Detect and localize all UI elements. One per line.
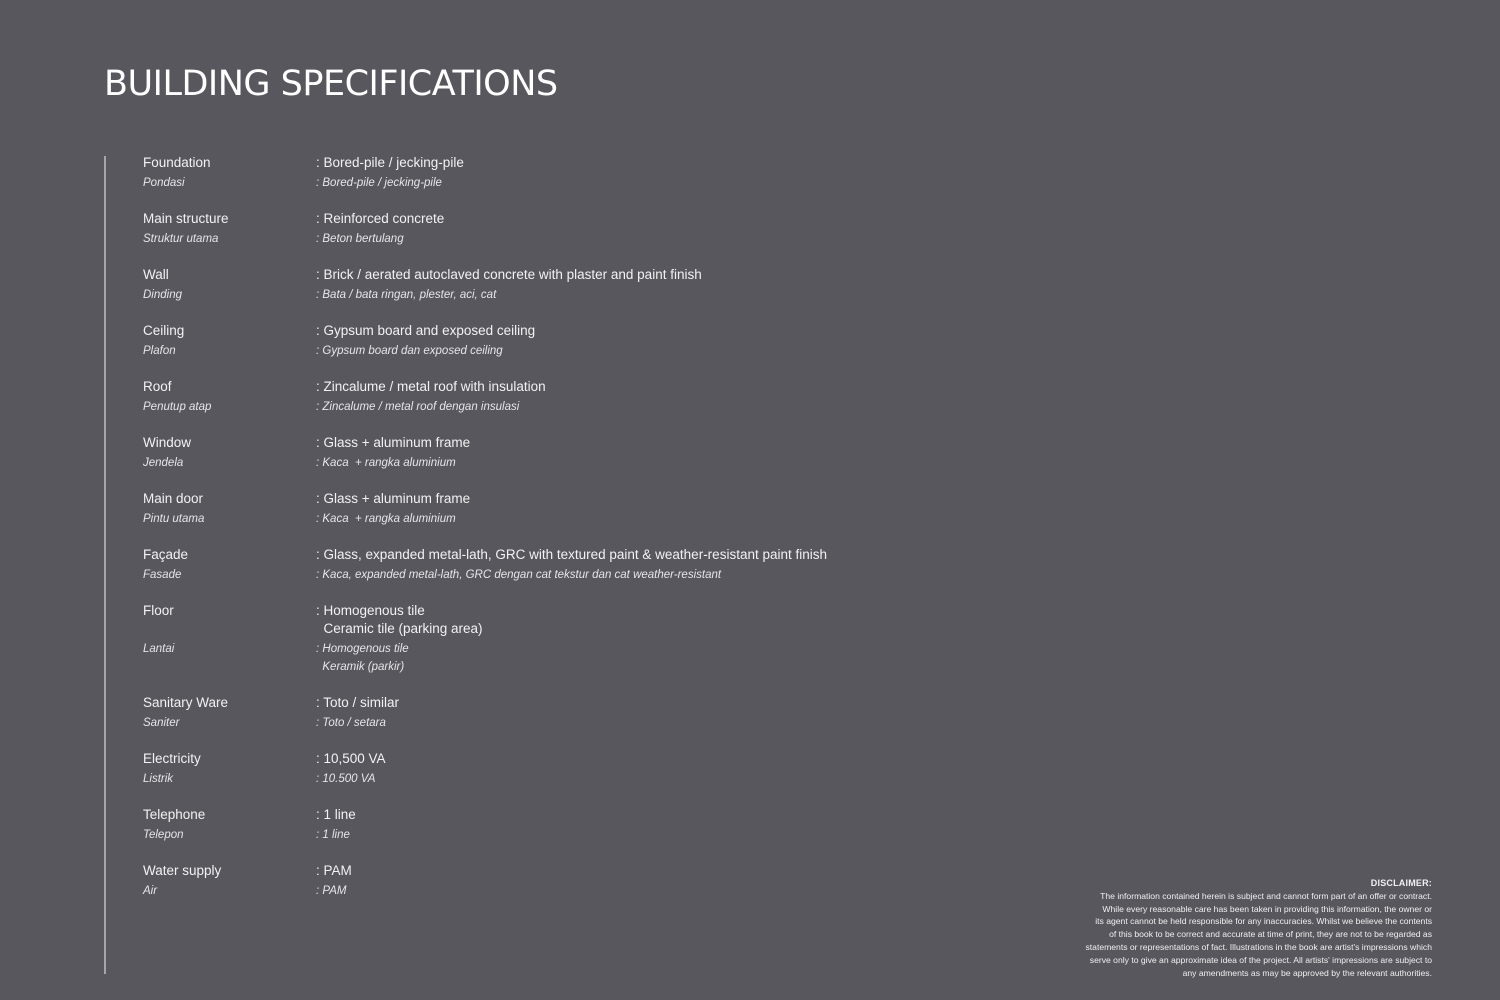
disclaimer-line: any amendments as may be approved by the relevant authorities. [1182, 967, 1432, 978]
spec-label: Roof [143, 379, 172, 394]
spec-row [143, 434, 903, 472]
spec-value: : Zincalume / metal roof with insulation [316, 379, 546, 394]
spec-label-translation: Fasade [143, 569, 182, 581]
spec-value-translation: : Toto / setara [316, 717, 386, 729]
spec-row [143, 266, 903, 304]
spec-value-translation: : Zincalume / metal roof dengan insulasi [316, 401, 520, 413]
spec-value: : PAM [316, 863, 352, 878]
spec-label: Telephone [143, 807, 206, 822]
spec-value: : Reinforced concrete [316, 211, 445, 226]
spec-label-translation: Air [143, 885, 158, 897]
spec-label-translation: Struktur utama [143, 233, 219, 245]
spec-row [143, 750, 903, 788]
spec-line-id [143, 510, 903, 528]
spec-value-translation: Keramik (parkir) [316, 661, 405, 673]
spec-label-translation: Listrik [143, 773, 174, 785]
spec-line-id [143, 342, 903, 360]
disclaimer-line: While every reasonable care has been taken in providing this information, the owner or [1102, 903, 1432, 914]
spec-line-id [143, 566, 903, 584]
spec-value: : Gypsum board and exposed ceiling [316, 323, 536, 338]
spec-label-translation: Dinding [143, 289, 182, 301]
spec-value-translation: : Homogenous tile [316, 643, 409, 655]
spec-line-id [143, 454, 903, 472]
spec-line-en [143, 694, 903, 712]
spec-line-id [143, 230, 903, 248]
disclaimer [1032, 877, 1432, 979]
spec-value-translation: : Bata / bata ringan, plester, aci, cat [316, 289, 497, 301]
vertical-divider [104, 156, 106, 974]
spec-value: : 10,500 VA [316, 751, 386, 766]
spec-line-id [143, 398, 903, 416]
spec-label: Sanitary Ware [143, 695, 229, 710]
spec-value-translation: : 1 line [316, 829, 350, 841]
spec-label: Ceiling [143, 323, 185, 338]
spec-line-id [143, 286, 903, 304]
spec-label: Wall [143, 267, 169, 282]
spec-line-id [143, 174, 903, 192]
spec-row [143, 322, 903, 360]
spec-line-id [143, 826, 903, 844]
spec-label-translation: Pintu utama [143, 513, 205, 525]
spec-label-translation: Saniter [143, 717, 180, 729]
spec-row [143, 806, 903, 844]
disclaimer-line: of this book to be correct and accurate at time of print, they are not to be regarded as [1109, 929, 1432, 940]
spec-row [143, 210, 903, 248]
spec-line-en [143, 266, 903, 284]
spec-row [143, 154, 903, 192]
spec-line-en [143, 862, 903, 880]
spec-line-en [143, 322, 903, 340]
spec-row [143, 862, 903, 900]
disclaimer-line: serve only to give an approximate idea of the project. All artists' impressions are subject to [1089, 954, 1432, 965]
spec-line-en [143, 620, 903, 638]
spec-line-en [143, 210, 903, 228]
spec-label: Main structure [143, 211, 229, 226]
spec-row [143, 694, 903, 732]
spec-value-translation: : Kaca, expanded metal-lath, GRC dengan cat tekstur dan cat weather-resistant [316, 569, 722, 581]
disclaimer-line: statements or representations of fact. Illustrations in the book are artist's impressions which [1085, 941, 1432, 952]
spec-value: : Toto / similar [316, 695, 400, 710]
spec-line-id [143, 640, 903, 658]
spec-value-translation: : 10.500 VA [316, 773, 376, 785]
spec-line-en [143, 806, 903, 824]
spec-label: Main door [143, 491, 204, 506]
spec-line-id [143, 714, 903, 732]
spec-label-translation: Plafon [143, 345, 176, 357]
spec-value: : 1 line [316, 807, 356, 822]
spec-value: : Glass + aluminum frame [316, 435, 471, 450]
disclaimer-body [1032, 890, 1432, 980]
spec-value: : Homogenous tile [316, 603, 425, 618]
spec-label: Window [143, 435, 192, 450]
spec-value-translation: : PAM [316, 885, 347, 897]
spec-label: Façade [143, 547, 189, 562]
page-title: BUILDING SPECIFICATIONS [104, 64, 558, 104]
spec-row [143, 602, 903, 676]
spec-line-en [143, 434, 903, 452]
spec-label-translation: Telepon [143, 829, 184, 841]
spec-value: : Glass + aluminum frame [316, 491, 471, 506]
spec-line-en [143, 602, 903, 620]
spec-label: Electricity [143, 751, 201, 766]
disclaimer-line: its agent cannot be held responsible for any inaccuracies. Whilst we believe the contents [1095, 916, 1432, 927]
spec-line-id [143, 770, 903, 788]
spec-value: : Glass, expanded metal-lath, GRC with textured paint & weather-resistant paint finish [316, 547, 827, 562]
spec-value-translation: : Gypsum board dan exposed ceiling [316, 345, 503, 357]
spec-label-translation: Jendela [143, 457, 184, 469]
disclaimer-line: The information contained herein is subject and cannot form part of an offer or contract. [1100, 890, 1432, 901]
spec-line-en [143, 490, 903, 508]
spec-line-en [143, 546, 903, 564]
spec-row [143, 490, 903, 528]
spec-line-id [143, 882, 903, 900]
spec-label: Water supply [143, 863, 222, 878]
spec-value-translation: : Kaca + rangka aluminium [316, 457, 456, 469]
spec-value-translation: : Kaca + rangka aluminium [316, 513, 456, 525]
spec-label-translation: Pondasi [143, 177, 185, 189]
spec-value: : Brick / aerated autoclaved concrete with plaster and paint finish [316, 267, 702, 282]
spec-value: : Bored-pile / jecking-pile [316, 155, 464, 170]
spec-line-en [143, 750, 903, 768]
spec-line-en [143, 154, 903, 172]
spec-value-translation: : Bored-pile / jecking-pile [316, 177, 442, 189]
spec-label: Foundation [143, 155, 211, 170]
spec-value: Ceramic tile (parking area) [316, 621, 483, 636]
spec-line-id [143, 658, 903, 676]
spec-row [143, 546, 903, 584]
spec-row [143, 378, 903, 416]
disclaimer-title: DISCLAIMER: [1370, 878, 1432, 888]
specification-list [143, 154, 903, 918]
spec-line-en [143, 378, 903, 396]
spec-label: Floor [143, 603, 174, 618]
spec-value-translation: : Beton bertulang [316, 233, 404, 245]
spec-label-translation: Lantai [143, 643, 175, 655]
spec-label-translation: Penutup atap [143, 401, 212, 413]
